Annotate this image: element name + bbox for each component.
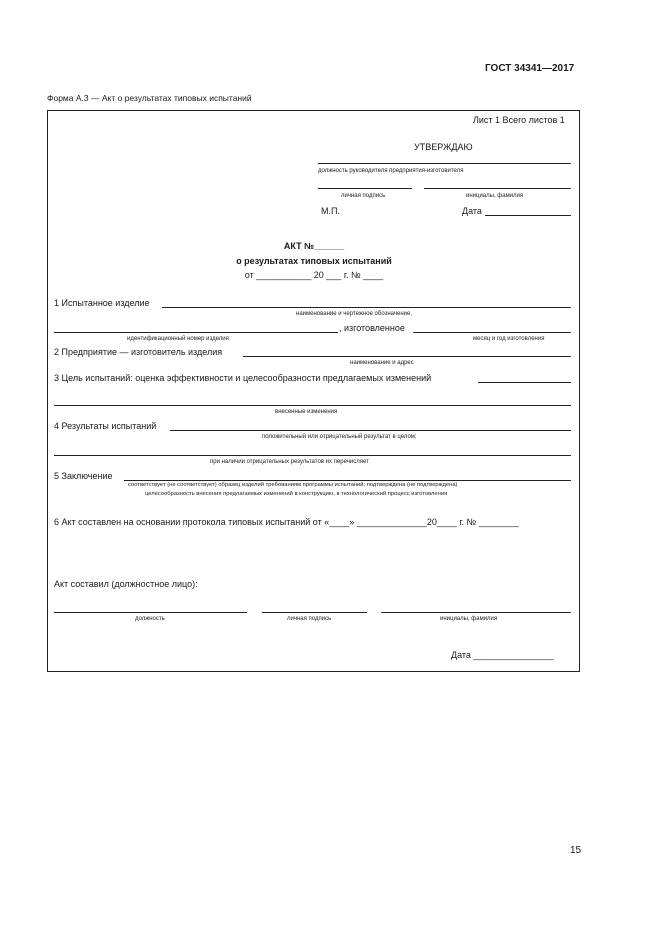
approve-signature-line[interactable] xyxy=(318,188,412,189)
item4-field-1[interactable] xyxy=(170,430,571,431)
approve-initials-line[interactable] xyxy=(424,188,571,189)
composer-label: Акт составил (должностное лицо): xyxy=(54,579,198,589)
approve-signature-hint: личная подпись xyxy=(341,193,386,199)
id-hint: идентификационный номер изделия xyxy=(127,336,229,342)
act-date-line: от ___________ 20 ___ г. № ____ xyxy=(244,270,384,280)
composer-position-field[interactable] xyxy=(54,612,247,613)
composer-signature-hint: личная подпись xyxy=(287,616,332,622)
item4-label: 4 Результаты испытаний xyxy=(54,421,157,431)
composer-date: Дата ________________ xyxy=(451,650,554,660)
approve-initials-hint: инициалы, фамилия xyxy=(466,193,524,199)
composer-position-hint: должность xyxy=(135,616,165,622)
item4-field-2[interactable] xyxy=(54,455,571,456)
item3-field-1[interactable] xyxy=(478,382,571,383)
item4-hint-2: при наличии отрицательных результатов их перечисляет xyxy=(210,459,369,465)
approve-position-hint: должность руководителя предприятия-изготовителя xyxy=(318,168,464,174)
item1-hint: наименование и чертежное обозначение, xyxy=(296,311,412,317)
form-title: Форма А.3 — Акт о результатах типовых испытаний xyxy=(47,93,252,103)
item4-hint: положительный или отрицательный результат в целом; xyxy=(262,434,417,440)
made-date-field[interactable] xyxy=(413,332,571,333)
approve-date-line[interactable] xyxy=(485,215,571,216)
item5-hint: соответствует (не соответствует) образец изделий требованиям программы испытаний; подтверждена (не подтверждена) xyxy=(128,482,458,488)
item3-field-2[interactable] xyxy=(54,405,571,406)
item2-hint: наименование и адрес xyxy=(350,360,414,366)
item5-field[interactable] xyxy=(124,480,571,481)
made-hint: месяц и год изготовления xyxy=(473,336,545,342)
item5-hint-2: целесообразность внесения предлагаемых изменений в конструкцию, в технологический процесс изготовления xyxy=(145,491,448,497)
item1-field[interactable] xyxy=(162,307,571,308)
composer-initials-hint: инициалы, фамилия xyxy=(440,616,498,622)
approve-date-label: Дата xyxy=(462,206,482,216)
item3-hint: внесенные изменения xyxy=(275,409,338,415)
item3-label: 3 Цель испытаний: оценка эффективности и целесообразности предлагаемых изменений xyxy=(54,373,432,383)
approve-position-line[interactable] xyxy=(318,163,571,164)
act-title: АКТ №______ xyxy=(283,241,345,251)
made-label: , изготовленное xyxy=(339,323,405,333)
item5-label: 5 Заключение xyxy=(54,471,113,481)
item2-field[interactable] xyxy=(243,356,571,357)
item1-id-field[interactable] xyxy=(54,332,338,333)
approve-title: УТВЕРЖДАЮ xyxy=(414,142,473,152)
standard-number: ГОСТ 34341—2017 xyxy=(485,63,575,74)
stamp-placeholder: М.П. xyxy=(321,206,340,216)
act-subtitle: о результатах типовых испытаний xyxy=(236,256,392,266)
item6-label: 6 Акт составлен на основании протокола типовых испытаний от «____» ______________20____ г. № ________ xyxy=(54,517,519,527)
item1-label: 1 Испытанное изделие xyxy=(54,298,150,308)
sheet-info: Лист 1 Всего листов 1 xyxy=(473,115,565,125)
page-number: 15 xyxy=(570,845,582,856)
composer-initials-field[interactable] xyxy=(381,612,571,613)
composer-signature-field[interactable] xyxy=(262,612,367,613)
item2-label: 2 Предприятие — изготовитель изделия xyxy=(54,347,223,357)
